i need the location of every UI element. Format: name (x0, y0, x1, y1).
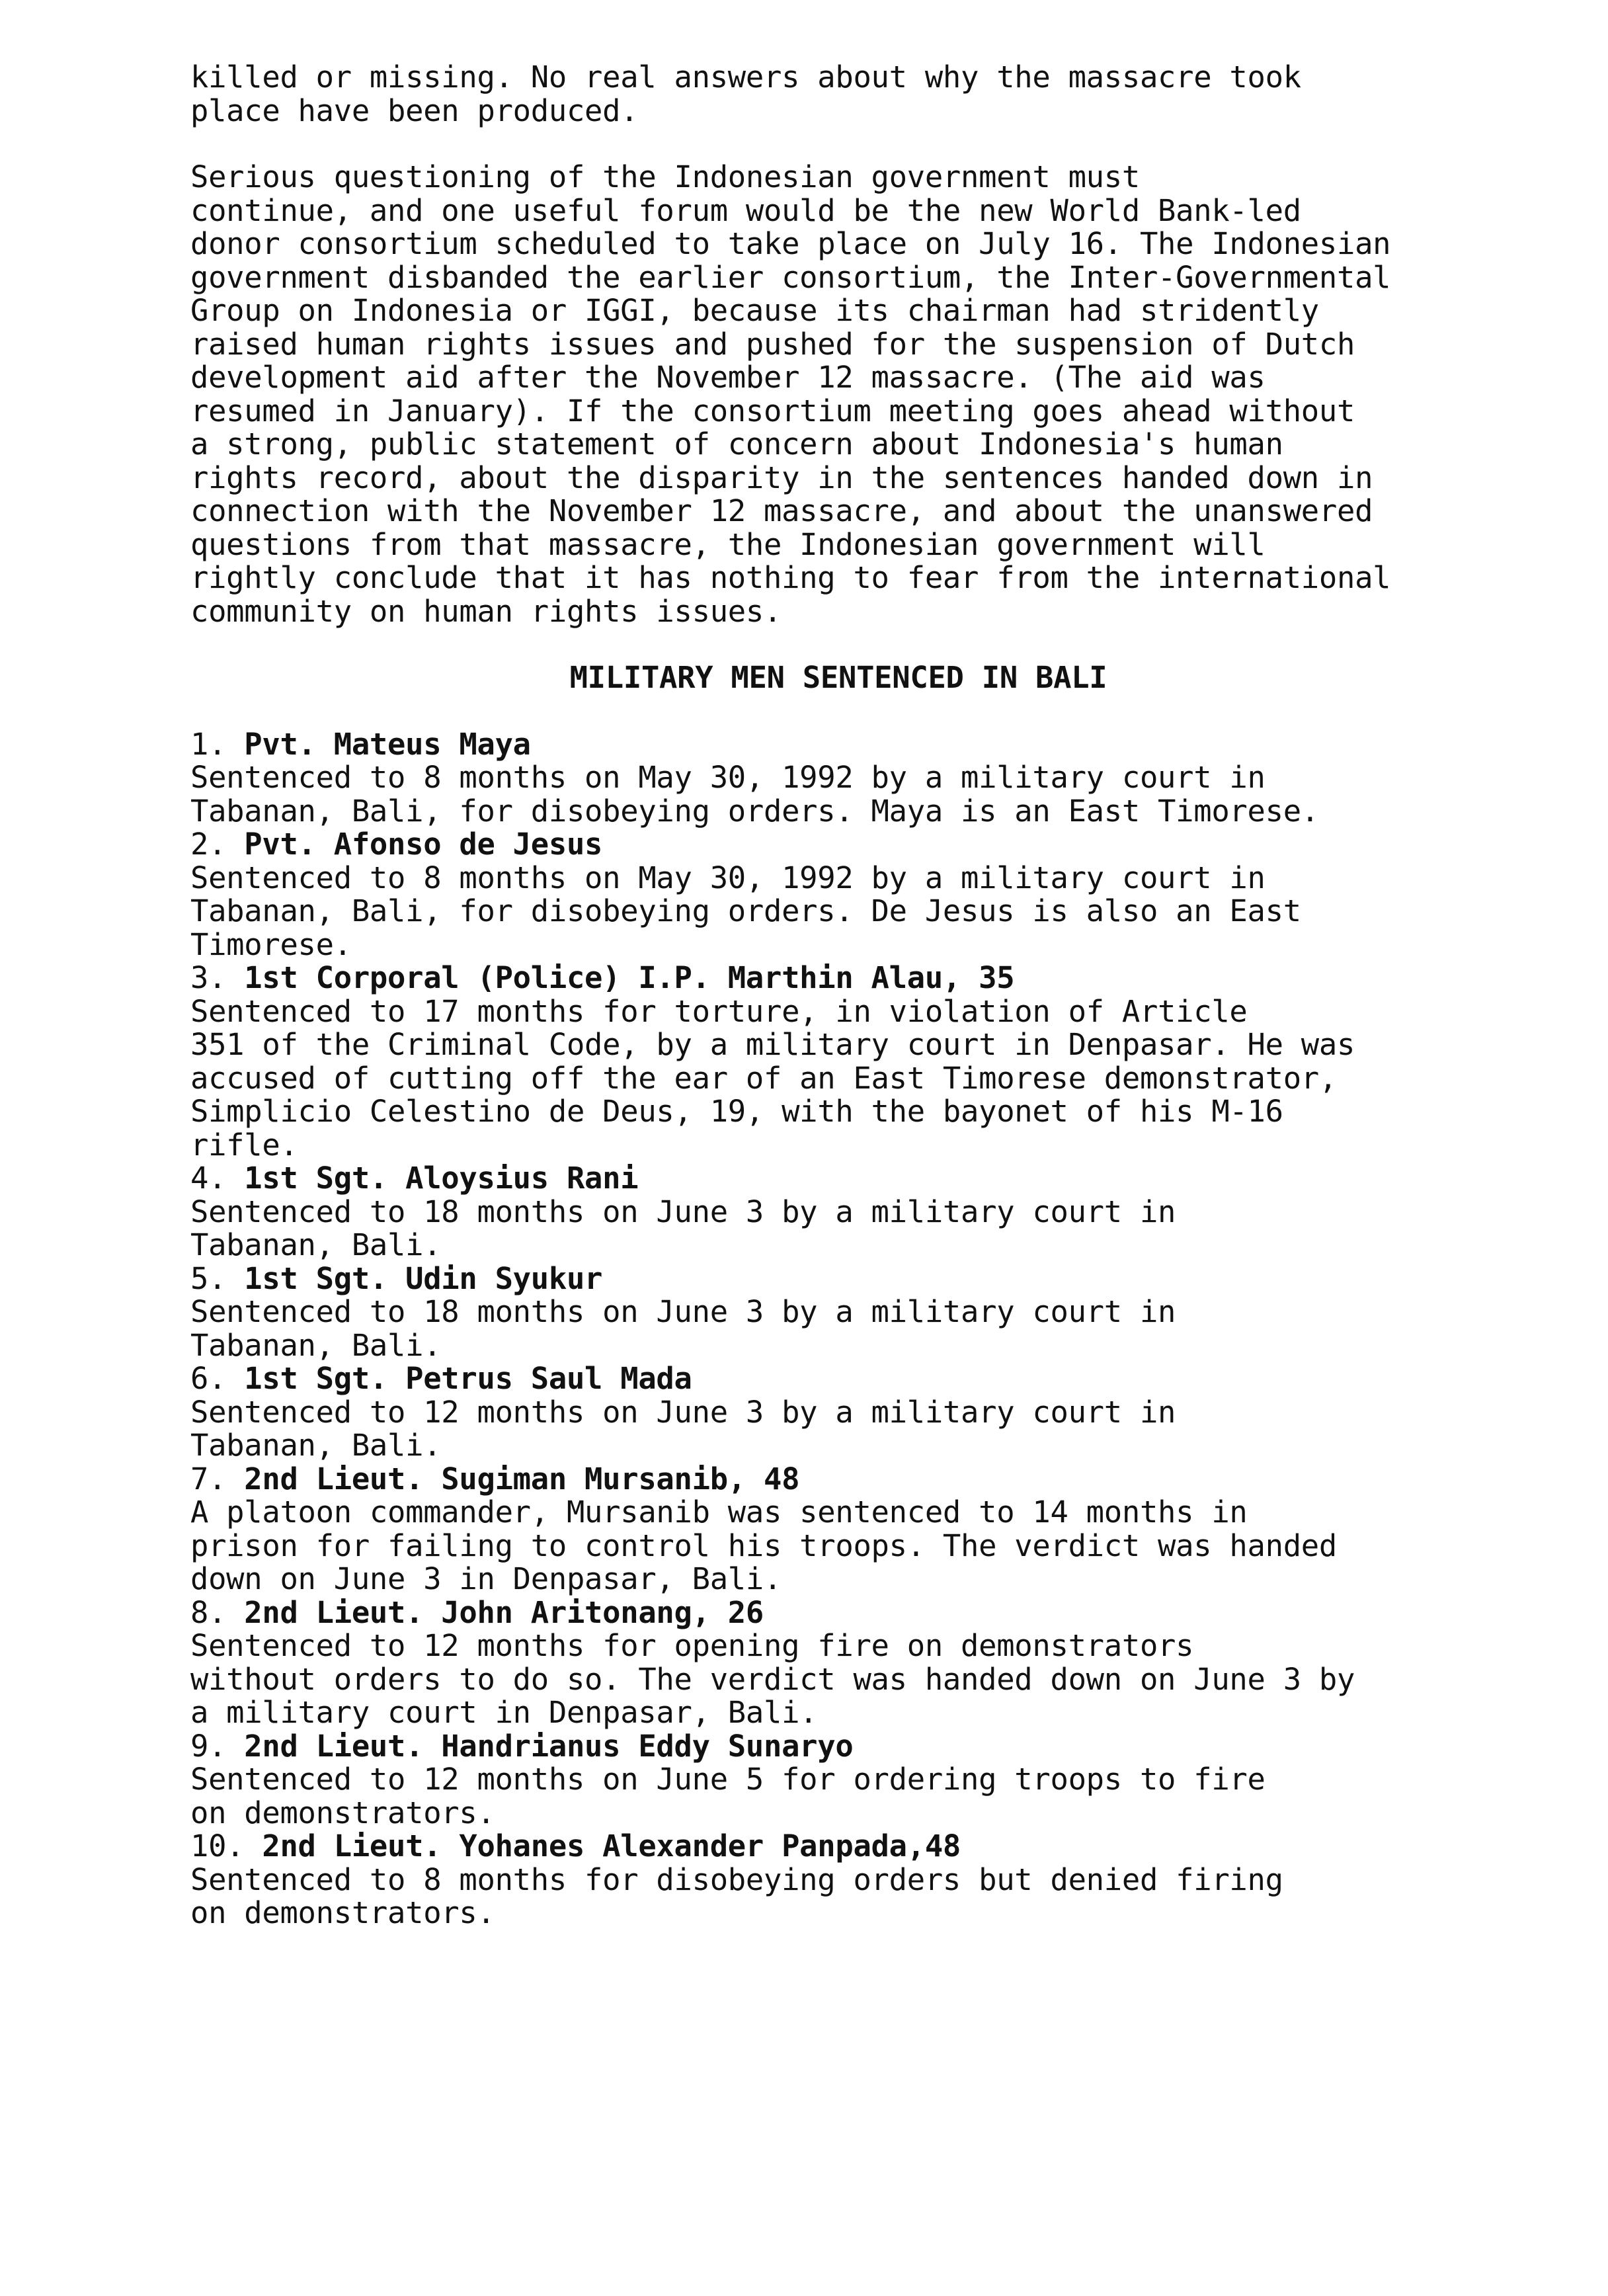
entry-heading (190, 1730, 1486, 1764)
entry-heading (190, 1262, 1486, 1296)
entry-heading (190, 962, 1486, 995)
entry-number: 3. (190, 960, 227, 995)
entry-heading (190, 1830, 1486, 1864)
entry-name: 2nd Lieut. John Aritonang, 26 (244, 1594, 764, 1630)
entry-name: 1st Sgt. Petrus Saul Mada (244, 1361, 692, 1396)
list-item (190, 1162, 1486, 1262)
entry-number: 1. (190, 726, 227, 762)
entry-number: 8. (190, 1594, 227, 1630)
section-title: MILITARY MEN SENTENCED IN BALI (569, 660, 1107, 695)
list-item (190, 1730, 1486, 1830)
entry-name: 1st Corporal (Police) I.P. Marthin Alau, 35 (244, 960, 1015, 995)
entry-text: Sentenced to 12 months on June 3 by a military court in Tabanan, Bali. (190, 1394, 1176, 1463)
entry-name: 2nd Lieut. Sugiman Mursanib, 48 (244, 1461, 800, 1496)
document-page (190, 61, 1486, 1930)
entry-text: Sentenced to 8 months on May 30, 1992 by a military court in Tabanan, Bali, for disobeying orders. De Jesus is also an East Timorese. (190, 860, 1301, 962)
entry-name: 1st Sgt. Udin Syukur (244, 1260, 603, 1296)
entry-name: 1st Sgt. Aloysius Rani (244, 1161, 639, 1196)
entry-text: Sentenced to 8 months on May 30, 1992 by a military court in Tabanan, Bali, for disobeying orders. Maya is an East Timorese. (190, 760, 1319, 829)
entry-name: Pvt. Afonso de Jesus (244, 827, 603, 862)
entry-number: 4. (190, 1161, 227, 1196)
entry-text: A platoon commander, Mursanib was sentenced to 14 months in prison for failing to control his troops. The verdict was handed down on June 3 in Denpasar, Bali. (190, 1495, 1337, 1596)
entry-number: 6. (190, 1361, 227, 1396)
entry-heading (190, 728, 1486, 762)
list-item (190, 828, 1486, 962)
body-paragraph: Serious questioning of the Indonesian government must continue, and one useful forum would be the new World Bank-led donor consortium scheduled to take place on July 16. The Indonesian government disbanded the earlier consortium, the Inter-Governmental Group on Indonesia or IGGI, because its chairman had stridently raised human rights issues and pushed for the suspension of Dutch development aid after the November 12 massacre. (The aid was resumed in January). If the consortium meeting goes ahead without a strong, public statement of concern about Indonesia's human rights record, about the disparity in the sentences handed down in connection with the November 12 massacre, and about the unanswered questions from that massacre, the Indonesian government will rightly conclude that it has nothing to fear from the international community on human rights issues. (190, 159, 1391, 629)
entry-number: 9. (190, 1728, 227, 1764)
entry-text: Sentenced to 17 months for torture, in violation of Article 351 of the Criminal Code, by a military court in Denpasar. He was accused of cutting off the ear of an East Timorese demonstrator, Simplicio Celestino de Deus, 19, with the bayonet of his M-16 rifle. (190, 993, 1355, 1163)
sentence-list (190, 728, 1486, 1930)
entry-heading (190, 1463, 1486, 1496)
entry-heading (190, 1596, 1486, 1630)
entry-number: 7. (190, 1461, 227, 1496)
entry-heading (190, 828, 1486, 862)
entry-name: 2nd Lieut. Handrianus Eddy Sunaryo (244, 1728, 854, 1764)
entry-text: Sentenced to 12 months for opening fire on demonstrators without orders to do so. The verdict was handed down on June 3 by a military court in Denpasar, Bali. (190, 1628, 1355, 1730)
entry-text: Sentenced to 12 months on June 5 for ordering troops to fire on demonstrators. (190, 1762, 1266, 1830)
list-item (190, 1830, 1486, 1930)
list-item (190, 1463, 1486, 1596)
list-item (190, 1262, 1486, 1363)
list-item (190, 728, 1486, 829)
list-item (190, 1596, 1486, 1730)
list-item (190, 1362, 1486, 1463)
entry-text: Sentenced to 8 months for disobeying orders but denied firing on demonstrators. (190, 1862, 1283, 1930)
entry-heading (190, 1362, 1486, 1396)
entry-number: 2. (190, 827, 227, 862)
entry-text: Sentenced to 18 months on June 3 by a military court in Tabanan, Bali. (190, 1194, 1176, 1262)
lead-paragraph: killed or missing. No real answers about why the massacre took place have been produced. (190, 60, 1301, 128)
entry-heading (190, 1162, 1486, 1196)
entry-name: 2nd Lieut. Yohanes Alexander Panpada,48 (262, 1828, 961, 1864)
entry-text: Sentenced to 18 months on June 3 by a military court in Tabanan, Bali. (190, 1294, 1176, 1363)
entry-number: 5. (190, 1260, 227, 1296)
entry-name: Pvt. Mateus Maya (244, 726, 531, 762)
list-item (190, 962, 1486, 1162)
entry-number: 10. (190, 1828, 245, 1864)
